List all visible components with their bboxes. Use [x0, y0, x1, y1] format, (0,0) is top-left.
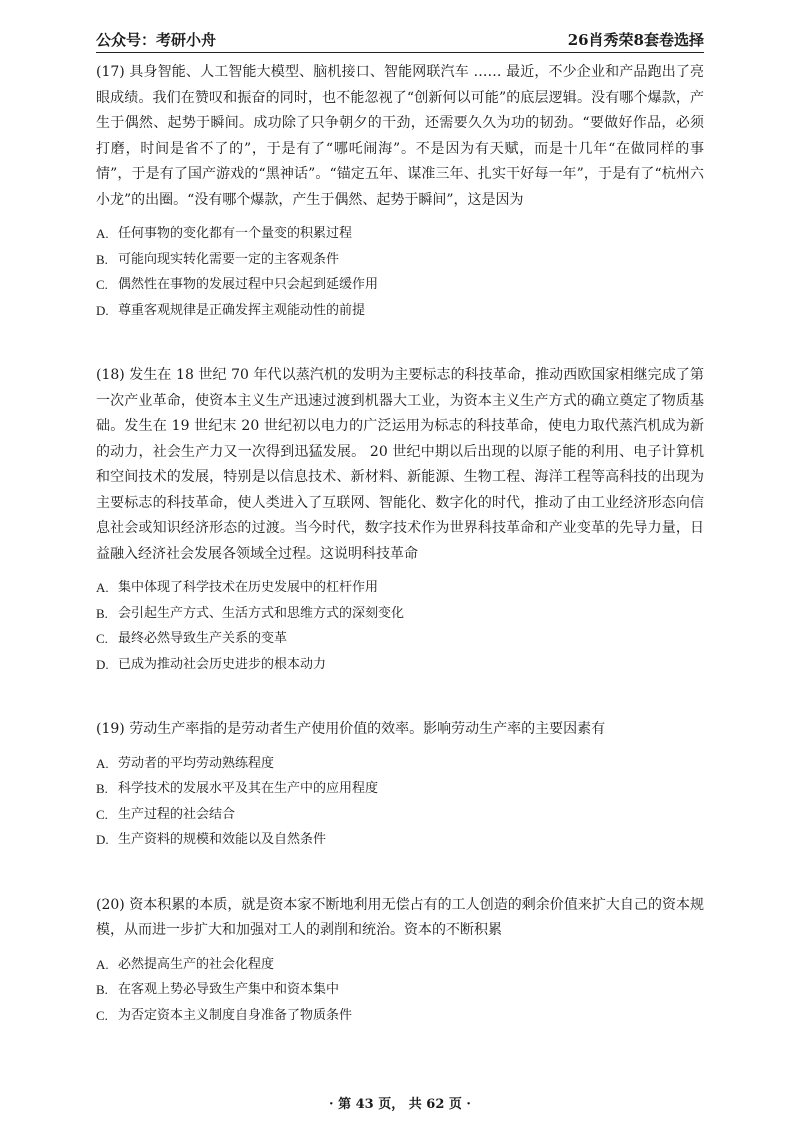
question-stem: (20) 资本积累的本质，就是资本家不断地利用无偿占有的工人创造的剩余价值来扩大自己的资本规模，从而进一步扩大和加强对工人的剥削和统治。资本的不断积累: [96, 896, 704, 938]
option-item: [96, 827, 704, 853]
option-list: [96, 952, 704, 1029]
option-item: [96, 652, 704, 678]
option-letter: A.: [96, 226, 109, 241]
option-letter: C.: [96, 1007, 108, 1023]
question-block: [96, 60, 704, 323]
option-letter: A.: [96, 580, 109, 595]
option-item: [96, 221, 704, 247]
option-letter: B.: [96, 982, 108, 997]
option-letter: A.: [96, 755, 109, 771]
option-text: 生产过程的社会结合: [118, 806, 236, 822]
option-text: 已成为推动社会历史进步的根本动力: [118, 656, 327, 672]
page-header: [96, 28, 704, 53]
question-block: [96, 363, 704, 677]
option-text: 在客观上势必导致生产集中和资本集中: [118, 982, 340, 997]
option-letter: C.: [96, 806, 108, 822]
option-text: 劳动者的平均劳动熟练程度: [118, 755, 275, 771]
option-letter: B.: [96, 781, 108, 796]
option-text: 集中体现了科学技术在历史发展中的杠杆作用: [118, 580, 379, 595]
option-item: [96, 952, 704, 978]
question-block: [96, 893, 704, 1029]
option-text: 为否定资本主义制度自身准备了物质条件: [118, 1007, 353, 1023]
header-right: 26肖秀荣8套卷选择: [567, 31, 704, 49]
option-item: [96, 1003, 704, 1029]
option-text: 会引起生产方式、生活方式和思维方式的深刻变化: [118, 605, 405, 621]
option-letter: C.: [96, 631, 108, 646]
option-letter: D.: [96, 832, 109, 847]
option-letter: D.: [96, 656, 109, 672]
option-list: [96, 221, 704, 323]
question-stem: (17) 具身智能、人工智能大模型、脑机接口、智能网联汽车 …… 最近，不少企业和产品跑出了亮眼成绩。我们在赞叹和振奋的同时，也不能忽视了“创新何以可能”的底层逻辑。没有哪个爆款，产生于偶然、起势于瞬间。成功除了只争朝夕的干劲，还需要久久为功的韧劲。“要做好作品，必须打磨，时间是省不了的”，于是有了“哪吒闹海”。不是因为有天赋，而是十几年“在做同样的事情”，于是有了国产游戏的“黑神话”。“锚定五年、谋准三年、扎实干好每一年”，于是有了“杭州六小龙”的出圈。“没有哪个爆款，产生于偶然、起势于瞬间”，这是因为: [96, 64, 704, 208]
option-text: 科学技术的发展水平及其在生产中的应用程度: [118, 781, 379, 796]
option-letter: A.: [96, 956, 109, 972]
option-item: [96, 575, 704, 601]
option-text: 最终必然导致生产关系的变革: [118, 631, 288, 646]
page-number: · 第 43 页， 共 62 页 ·: [329, 1097, 471, 1112]
option-letter: C.: [96, 277, 108, 292]
option-letter: B.: [96, 251, 108, 267]
option-text: 尊重客观规律是正确发挥主观能动性的前提: [118, 302, 366, 318]
option-item: [96, 272, 704, 298]
question-block: [96, 717, 704, 853]
header-left: 公众号：考研小舟: [96, 31, 217, 49]
option-text: 生产资料的规模和效能以及自然条件: [118, 832, 327, 847]
question-stem: (19) 劳动生产率指的是劳动者生产使用价值的效率。影响劳动生产率的主要因素有: [96, 721, 606, 737]
option-list: [96, 751, 704, 853]
option-text: 可能向现实转化需要一定的主客观条件: [118, 251, 340, 267]
option-text: 必然提高生产的社会化程度: [118, 956, 275, 972]
option-text: 任何事物的变化都有一个量变的积累过程: [118, 226, 353, 241]
option-item: [96, 298, 704, 324]
option-list: [96, 575, 704, 677]
option-item: [96, 626, 704, 652]
option-item: [96, 802, 704, 828]
option-letter: B.: [96, 605, 108, 621]
option-item: [96, 977, 704, 1003]
option-text: 偶然性在事物的发展过程中只会起到延缓作用: [118, 277, 379, 292]
option-item: [96, 776, 704, 802]
option-letter: D.: [96, 302, 109, 318]
option-item: [96, 247, 704, 273]
option-item: [96, 601, 704, 627]
option-item: [96, 751, 704, 777]
question-stem: (18) 发生在 18 世纪 70 年代以蒸汽机的发明为主要标志的科技革命，推动西欧国家相继完成了第一次产业革命，使资本主义生产迅速过渡到机器大工业，为资本主义生产方式的确立奠定了物质基础。发生在 19 世纪末 20 世纪初以电力的广泛运用为标志的科技革命，使电力取代蒸汽机成为新的动力，社会生产力又一次得到迅猛发展。 20 世纪中期以后出现的以原子能的利用、电子计算机和空间技术的发展，特别是以信息技术、新材料、新能源、生物工程、海洋工程等高科技的出现为主要标志的科技革命，使人类进入了互联网、智能化、数字化的时代，推动了由工业经济形态向信息社会或知识经济形态的过渡。当今时代，数字技术作为世界科技革命和产业变革的先导力量，日益融入经济社会发展各领域全过程。这说明科技革命: [96, 367, 704, 562]
question-list: [96, 60, 704, 1068]
